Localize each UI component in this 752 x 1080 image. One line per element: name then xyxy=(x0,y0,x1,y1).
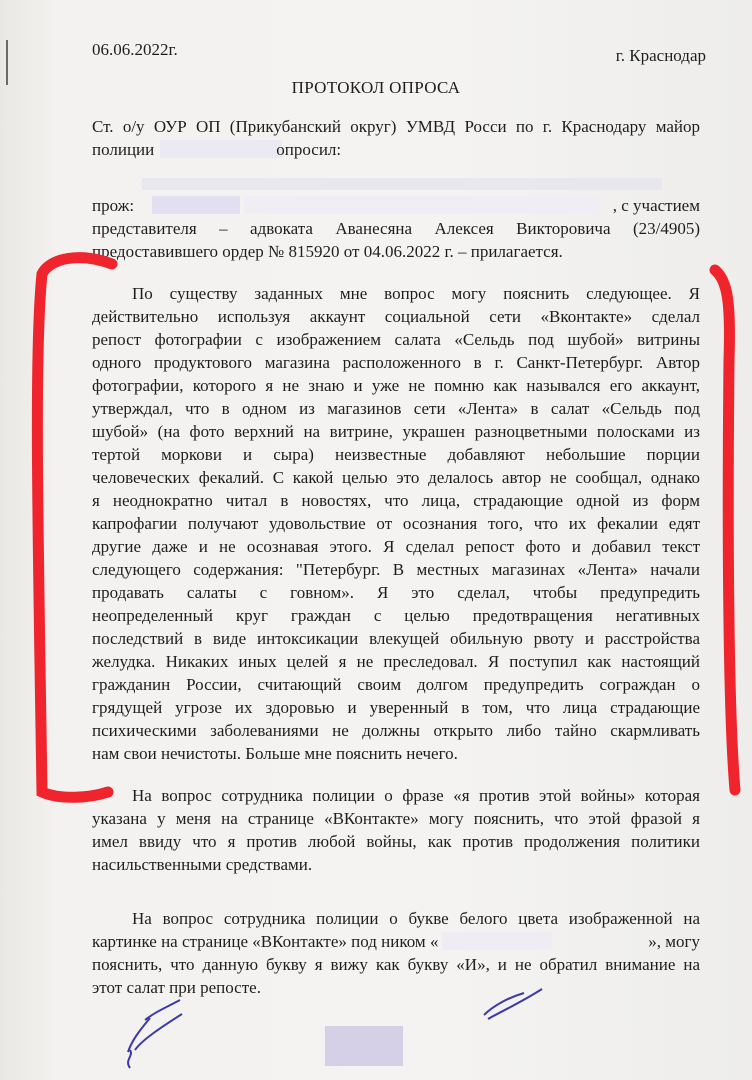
redaction-block xyxy=(442,932,552,950)
paragraph-line: фотографии, которого я не знаю и уже не помню как назывался его аккаунт, xyxy=(92,376,700,395)
paragraph-line: я неоднократно читал в новостях, что лица, страдающие одной из форм xyxy=(92,491,700,510)
paragraph-line: продавать салаты с говном». Я это сделал, чтобы предупредить xyxy=(92,583,700,602)
paragraph-line: шубой» (на фото верхний на витрине, украшен разноцветными полосками из xyxy=(92,422,700,441)
intro-line xyxy=(92,194,700,217)
redaction-block xyxy=(244,196,599,214)
intro-with-participation: , с участием xyxy=(612,196,700,215)
redaction-block xyxy=(152,196,240,214)
redaction-block xyxy=(160,140,282,158)
paragraph-line: нам свои нечистоты. Больше мне пояснить нечего. xyxy=(92,744,458,763)
paragraph-line: последствий в виде интоксикации влекущей обильную рвоту и расстройства xyxy=(92,629,700,648)
right-red-bracket xyxy=(705,260,750,810)
paragraph-line: действительно используя аккаунт социальной сети «Вконтакте» сделал xyxy=(92,307,700,326)
document-city: г. Краснодар xyxy=(615,46,706,65)
paragraph-line: следующего содержания: "Петербург. В местных магазинах «Лента» начали xyxy=(92,560,700,579)
paragraph-line: На вопрос сотрудника полиции о фразе «я против этой войны» которая xyxy=(132,786,700,805)
paragraph-line: капрофагии получают удовольствие от осознания того, что их фекалии едят xyxy=(92,514,700,533)
paragraph-line: насильственными средствами. xyxy=(92,855,313,874)
intro-residence-label: прож: xyxy=(92,196,135,215)
paragraph-line: пояснить, что данную букву я вижу как букву «И», и не обратил внимание на xyxy=(92,955,700,974)
paragraph-line: имел ввиду что я против любой войны, как против продолжения политики xyxy=(92,832,700,851)
document-title: ПРОТОКОЛ ОПРОСА xyxy=(291,78,461,97)
nickname-prefix: картинке на странице «ВКонтакте» под ником « xyxy=(92,932,439,951)
paragraph-line: утверждал, что в одном из магазинов сети «Лента» в салат «Сельдь под xyxy=(92,399,700,418)
paragraph-line: грядущей угрозе их здоровью и уверенный в том, что лица страдающие xyxy=(92,698,700,717)
signature-scribble xyxy=(110,990,200,1075)
paragraph-line: другие даже и не осознавая этого. Я сделал репост фото и добавил текст xyxy=(92,537,700,556)
paragraph-line: этот салат при репосте. xyxy=(92,978,261,997)
paragraph-line xyxy=(92,930,700,953)
intro-asked: опросил: xyxy=(276,140,342,159)
left-red-bracket xyxy=(20,232,130,812)
redacted-line xyxy=(92,170,700,184)
intro-line: предоставившего ордер № 815920 от 04.06.2022 г. – прилагается. xyxy=(92,242,563,261)
paragraph-line: человеческих фекалий. С какой целью это делалось автор не сообщал, однако xyxy=(92,468,700,487)
paragraph-line: тертой моркови и сыра) неизвестные добавляют небольшие порции xyxy=(92,445,700,464)
paragraph-line: одного продуктового магазина расположенного в г. Санкт-Петербург. Автор xyxy=(92,353,700,372)
signature-scribble xyxy=(480,985,550,1025)
intro-line: представителя – адвоката Аванесяна Алексея Викторовича (23/4905) xyxy=(92,219,700,238)
intro-line: Ст. о/у ОУР ОП (Прикубанский округ) УМВД Росси по г. Краснодару майор xyxy=(92,117,700,136)
paragraph-line: По существу заданных мне вопрос могу пояснить следующее. Я xyxy=(132,284,700,303)
paragraph-line: гражданин России, считающий своим долгом предупредить сограждан о xyxy=(92,675,700,694)
document-date: 06.06.2022г. xyxy=(92,40,178,59)
intro-line xyxy=(92,138,700,161)
paragraph-line: указана у меня на странице «ВКонтакте» могу пояснить, что этой фразой я xyxy=(92,809,700,828)
nickname-suffix: », могу xyxy=(648,932,700,951)
redaction-block xyxy=(142,178,662,190)
paragraph-line: репост фотографии с изображением салата «Сельдь под шубой» витрины xyxy=(92,330,700,349)
paragraph-line: психическими заболеваниями не должны открыто либо тайно скармливать xyxy=(92,721,700,740)
paragraph-line: неопределенный круг граждан с целью предотвращения негативных xyxy=(92,606,700,625)
intro-police-word: полиции xyxy=(92,140,155,159)
signature-redaction xyxy=(325,1026,403,1066)
paragraph-line: желудка. Никаких иных целей я не преследовал. Я поступил как настоящий xyxy=(92,652,700,671)
paragraph-line: На вопрос сотрудника полиции о букве белого цвета изображенной на xyxy=(132,909,700,928)
